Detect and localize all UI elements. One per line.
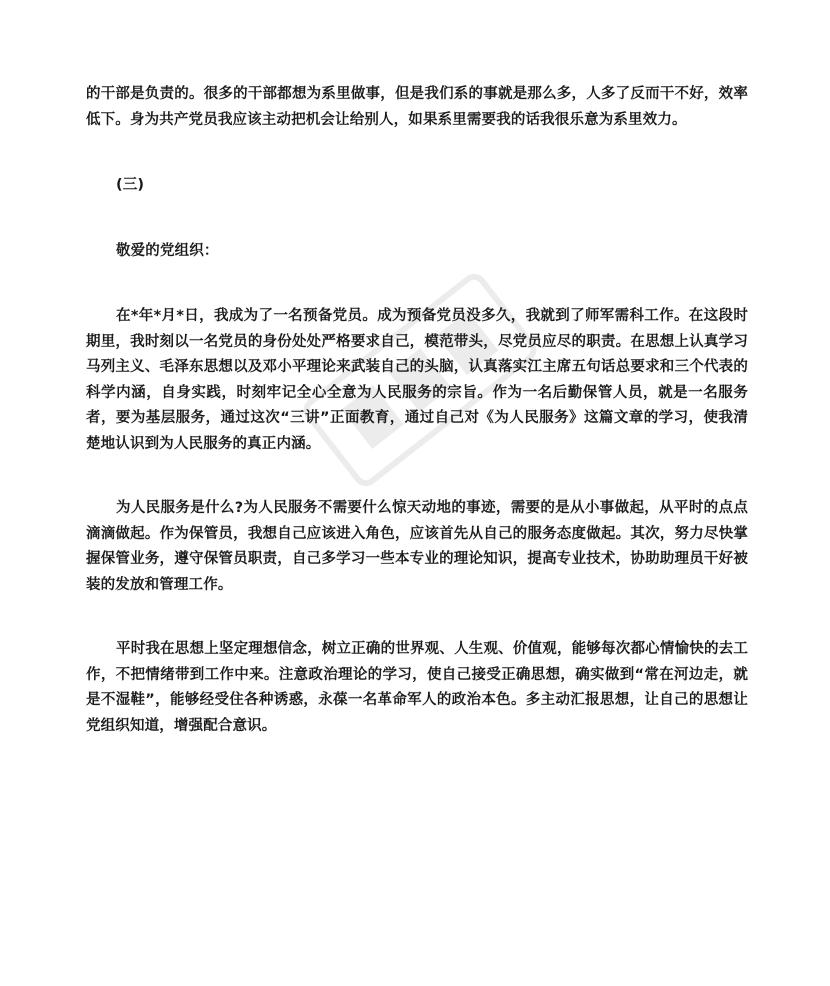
document-page <box>86 82 748 739</box>
section-heading: (三) <box>116 177 145 193</box>
salutation: 敬爱的党组织： <box>116 242 219 259</box>
paragraph-continued: 的干部是负责的。很多的干部都想为系里做事，但是我们系的事就是那么多，人多了反而干不好，效率低下。身为共产党员我应该主动把机会让给别人，如果系里需要我的话我很乐意为系里效力。 <box>86 86 748 128</box>
paragraph-2: 为人民服务是什么?为人民服务不需要什么惊天动地的事迹，需要的是从小事做起，从平时的点点滴滴做起。作为保管员，我想自己应该进入角色，应该首先从自己的服务态度做起。其次，努力尽快掌握保管业务，遵守保管员职责，自己多学习一些本专业的理论知识，提高专业技术，协助助理员干好被装的发放和管理工作。 <box>86 500 748 593</box>
paragraph-3: 平时我在思想上坚定理想信念，树立正确的世界观、人生观、价值观，能够每次都心情愉快的去工作，不把情绪带到工作中来。注意政治理论的学习，使自己接受正确思想，确实做到“常在河边走，就是不湿鞋”，能够经受住各种诱惑，永葆一名革命军人的政治本色。多主动汇报思想，让自己的思想让党组织知道，增强配合意识。 <box>86 641 748 734</box>
paragraph-1: 在*年*月*日，我成为了一名预备党员。成为预备党员没多久，我就到了师军需科工作。在这段时期里，我时刻以一名党员的身份处处严格要求自己，模范带头，尽党员应尽的职责。在思想上认真学习马列主义、毛泽东思想以及邓小平理论来武装自己的头脑，认真落实江主席五句话总要求和三个代表的科学内涵，自身实践，时刻牢记全心全意为人民服务的宗旨。作为一名后勤保管人员，就是一名服务者，要为基层服务，通过这次“三讲”正面教育，通过自己对《为人民服务》这篇文章的学习，使我清楚地认识到为人民服务的真正内涵。 <box>86 308 748 452</box>
